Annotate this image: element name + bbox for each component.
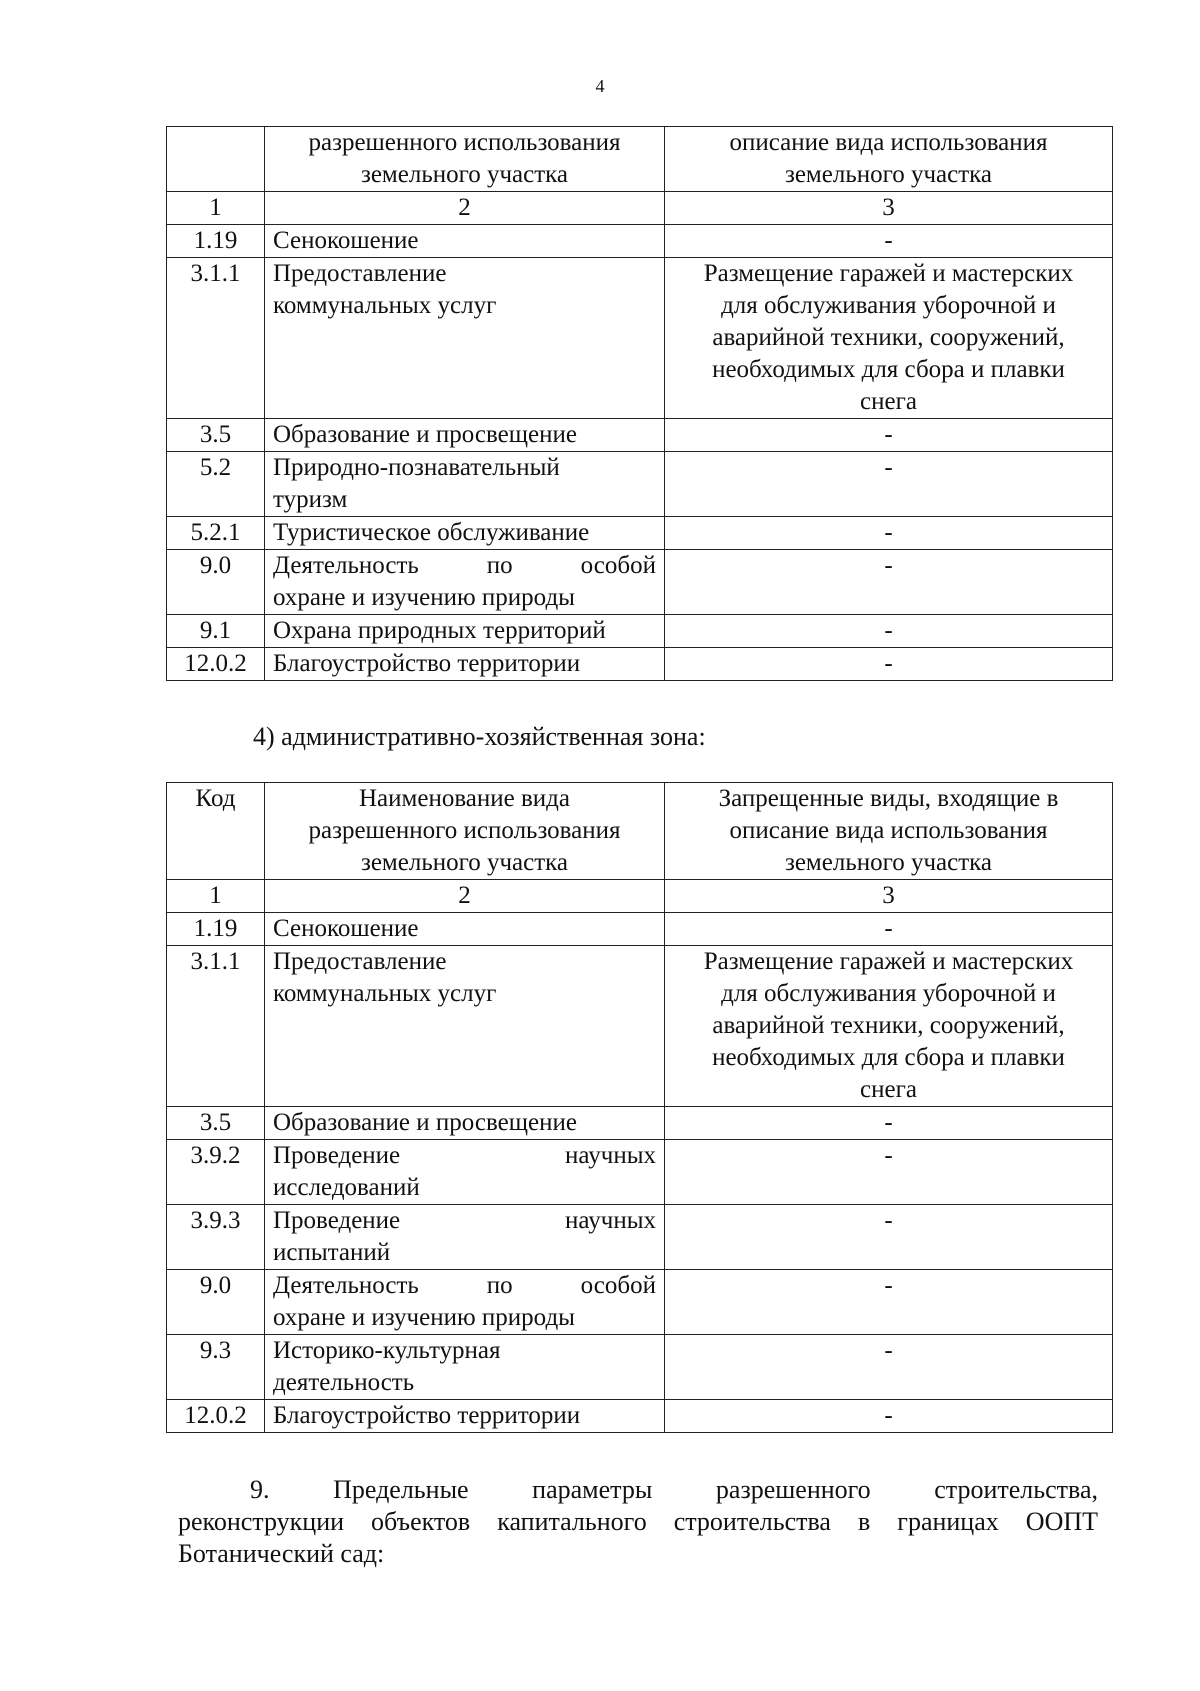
cell-line: - [884, 915, 893, 942]
cell-line: Запрещенные виды, входящие в [718, 785, 1059, 812]
forbidden-use-cell [665, 946, 1113, 1107]
paragraph-line: 9. Предельные параметры разрешенного строительства, [250, 1475, 1098, 1504]
code-cell: 9.0 [167, 550, 265, 615]
header-desc-cell [665, 783, 1113, 880]
paragraph-line: реконструкции объектов капитального строительства в границах ООПТ [178, 1507, 1098, 1536]
cell-line: исследований [273, 1174, 420, 1201]
cell-line: Историко-культурная [273, 1337, 501, 1364]
table-header-row [167, 127, 1113, 192]
cell-line: испытаний [273, 1239, 391, 1266]
table-row [167, 1205, 1113, 1270]
table-row [167, 258, 1113, 419]
cell-line: - [884, 1272, 893, 1299]
cell-line: Охрана природных территорий [273, 617, 606, 644]
cell-line: Туристическое обслуживание [273, 519, 590, 546]
column-number-cell: 3 [665, 192, 1113, 225]
table-row [167, 1107, 1113, 1140]
cell-line: - [884, 421, 893, 448]
cell-line: снега [860, 388, 917, 415]
cell-line: Деятельность по особой [273, 1272, 656, 1299]
code-cell: 3.9.3 [167, 1205, 265, 1270]
table-row [167, 648, 1113, 681]
forbidden-use-cell [665, 1107, 1113, 1140]
code-cell: 3.5 [167, 1107, 265, 1140]
code-cell: 12.0.2 [167, 1400, 265, 1433]
cell-line: - [884, 650, 893, 677]
cell-line: необходимых для сбора и плавки [712, 356, 1065, 383]
land-use-name-cell [265, 615, 665, 648]
forbidden-use-cell [665, 648, 1113, 681]
code-cell: 9.3 [167, 1335, 265, 1400]
code-cell: 9.0 [167, 1270, 265, 1335]
land-use-name-cell [265, 225, 665, 258]
cell-line: Природно-познавательный [273, 454, 560, 481]
cell-line: необходимых для сбора и плавки [712, 1044, 1065, 1071]
cell-line: земельного участка [360, 849, 569, 876]
code-cell: 3.1.1 [167, 946, 265, 1107]
land-use-name-cell [265, 913, 665, 946]
cell-line: - [884, 454, 893, 481]
land-use-name-cell [265, 258, 665, 419]
land-use-name-cell [265, 1205, 665, 1270]
code-cell: 1.19 [167, 225, 265, 258]
cell-line: Проведение научных [273, 1142, 656, 1169]
table-row [167, 550, 1113, 615]
forbidden-use-cell [665, 1205, 1113, 1270]
land-use-table-continued [166, 126, 1113, 681]
forbidden-use-cell [665, 419, 1113, 452]
cell-line: для обслуживания уборочной и [721, 980, 1056, 1007]
cell-line: - [884, 227, 893, 254]
column-number-cell: 2 [265, 192, 665, 225]
code-cell: 3.5 [167, 419, 265, 452]
cell-line: туризм [273, 486, 348, 513]
table-row [167, 1335, 1113, 1400]
cell-line: Сенокошение [273, 915, 419, 942]
forbidden-use-cell [665, 913, 1113, 946]
column-number-cell: 1 [167, 880, 265, 913]
code-cell: 9.1 [167, 615, 265, 648]
code-cell: 5.2 [167, 452, 265, 517]
section-9-paragraph [178, 1474, 1098, 1570]
cell-line: описание вида использования [729, 129, 1048, 156]
code-cell: 3.9.2 [167, 1140, 265, 1205]
cell-line: Благоустройство территории [273, 650, 581, 677]
forbidden-use-cell [665, 1270, 1113, 1335]
cell-line: охране и изучению природы [273, 584, 575, 611]
cell-line: земельного участка [784, 849, 993, 876]
header-name-cell [265, 127, 665, 192]
forbidden-use-cell [665, 550, 1113, 615]
cell-line: - [884, 519, 893, 546]
forbidden-use-cell [665, 1335, 1113, 1400]
table-row [167, 1270, 1113, 1335]
land-use-name-cell [265, 946, 665, 1107]
table-row [167, 615, 1113, 648]
table-row [167, 225, 1113, 258]
table-header-row [167, 783, 1113, 880]
forbidden-use-cell [665, 452, 1113, 517]
cell-line: снега [860, 1076, 917, 1103]
land-use-name-cell [265, 1140, 665, 1205]
header-desc-cell [665, 127, 1113, 192]
page-number: 4 [595, 76, 605, 96]
land-use-name-cell [265, 419, 665, 452]
column-number-row [167, 192, 1113, 225]
cell-line: охране и изучению природы [273, 1304, 575, 1331]
cell-line: Предоставление [273, 948, 447, 975]
cell-line: - [884, 1207, 893, 1234]
header-code-cell [167, 127, 265, 192]
cell-line: - [884, 552, 893, 579]
cell-line: описание вида использования [729, 817, 1048, 844]
cell-line: коммунальных услуг [273, 292, 497, 319]
code-cell: 1.19 [167, 913, 265, 946]
cell-line: коммунальных услуг [273, 980, 497, 1007]
code-cell: 12.0.2 [167, 648, 265, 681]
table-row [167, 1400, 1113, 1433]
land-use-name-cell [265, 550, 665, 615]
cell-line: Размещение гаражей и мастерских [703, 948, 1074, 975]
cell-line: разрешенного использования [308, 817, 621, 844]
land-use-name-cell [265, 1107, 665, 1140]
column-number-cell: 2 [265, 880, 665, 913]
forbidden-use-cell [665, 1400, 1113, 1433]
cell-line: - [884, 1337, 893, 1364]
land-use-name-cell [265, 1270, 665, 1335]
cell-line: Проведение научных [273, 1207, 656, 1234]
table-row [167, 452, 1113, 517]
table-row [167, 913, 1113, 946]
cell-line: Размещение гаражей и мастерских [703, 260, 1074, 287]
land-use-table-administrative-zone [166, 782, 1113, 1433]
cell-line: Сенокошение [273, 227, 419, 254]
forbidden-use-cell [665, 1140, 1113, 1205]
land-use-name-cell [265, 517, 665, 550]
paragraph-line: Ботанический сад: [178, 1539, 385, 1568]
table-row [167, 946, 1113, 1107]
forbidden-use-cell [665, 258, 1113, 419]
cell-line: Наименование вида [359, 785, 570, 812]
cell-line: земельного участка [360, 161, 569, 188]
column-number-cell: 1 [167, 192, 265, 225]
cell-line: - [884, 1402, 893, 1429]
header-code-cell: Код [167, 783, 265, 880]
header-name-cell [265, 783, 665, 880]
cell-line: для обслуживания уборочной и [721, 292, 1056, 319]
column-number-row [167, 880, 1113, 913]
land-use-name-cell [265, 648, 665, 681]
cell-line: - [884, 1109, 893, 1136]
table-row [167, 1140, 1113, 1205]
column-number-cell: 3 [665, 880, 1113, 913]
cell-line: аварийной техники, сооружений, [712, 1012, 1065, 1039]
land-use-name-cell [265, 1335, 665, 1400]
land-use-name-cell [265, 452, 665, 517]
table-row [167, 517, 1113, 550]
code-cell: 5.2.1 [167, 517, 265, 550]
cell-line: деятельность [273, 1369, 415, 1396]
cell-line: - [884, 617, 893, 644]
table-row [167, 419, 1113, 452]
forbidden-use-cell [665, 225, 1113, 258]
cell-line: Благоустройство территории [273, 1402, 581, 1429]
forbidden-use-cell [665, 517, 1113, 550]
cell-line: - [884, 1142, 893, 1169]
cell-line: разрешенного использования [308, 129, 621, 156]
cell-line: Образование и просвещение [273, 421, 577, 448]
cell-line: Деятельность по особой [273, 552, 656, 579]
cell-line: аварийной техники, сооружений, [712, 324, 1065, 351]
forbidden-use-cell [665, 615, 1113, 648]
cell-line: Предоставление [273, 260, 447, 287]
cell-line: Образование и просвещение [273, 1109, 577, 1136]
cell-line: земельного участка [784, 161, 993, 188]
land-use-name-cell [265, 1400, 665, 1433]
zone-heading-administrative: 4) административно-хозяйственная зона: [253, 722, 706, 751]
code-cell: 3.1.1 [167, 258, 265, 419]
